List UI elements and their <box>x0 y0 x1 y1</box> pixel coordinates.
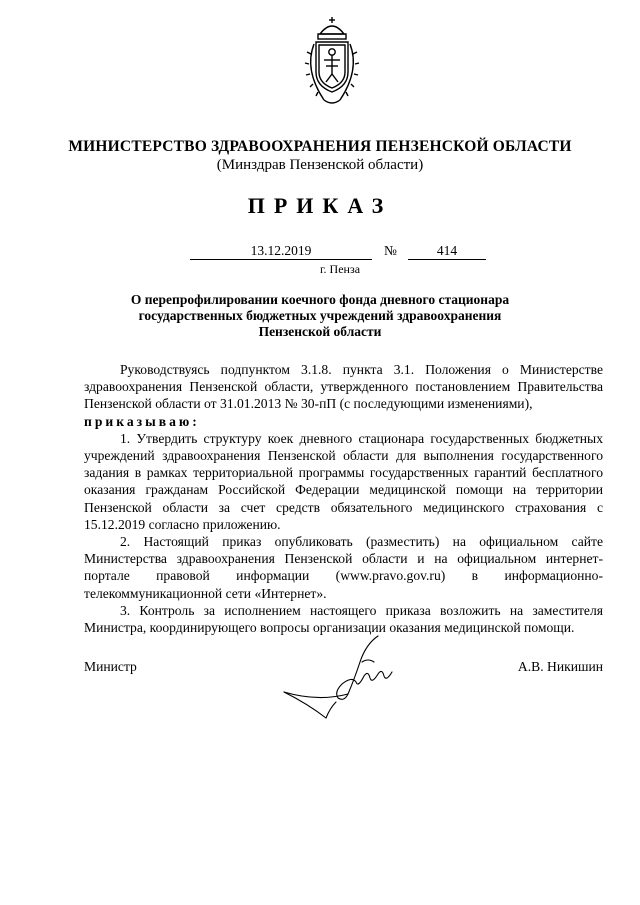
order-item: 2. Настоящий приказ опубликовать (разместить) на официальном сайте Министерства здравоохранения Пензенской области и на официальном интернет-портале правовой информации (www.pravo.gov.ru) в информационно-телекоммуникационной сети «Интернет». <box>84 534 603 601</box>
signer-name: А.В. Никишин <box>517 659 603 674</box>
city-label: г. Пенза <box>319 262 361 276</box>
signature-icon <box>278 632 402 722</box>
ministry-name: МИНИСТЕРСТВО ЗДРАВООХРАНЕНИЯ ПЕНЗЕНСКОЙ ОБЛАСТИ <box>68 138 572 155</box>
signer-title: Министр <box>84 659 137 674</box>
subject-line: О перепрофилировании коечного фонда дневного стационара <box>130 292 510 307</box>
subject-line: государственных бюджетных учреждений здравоохранения <box>138 308 502 323</box>
order-number: 414 <box>408 243 486 260</box>
coat-of-arms-icon <box>300 14 364 110</box>
order-item: 3. Контроль за исполнением настоящего приказа возложить на заместителя Министра, координирующего вопросы организации оказания медицинской помощи. <box>84 602 603 636</box>
document-type-title: ПРИКАЗ <box>247 193 393 218</box>
ministry-short-name: (Минздрав Пензенской области) <box>216 157 424 173</box>
order-date: 13.12.2019 <box>190 243 372 260</box>
order-subject <box>90 292 550 340</box>
order-directive-word: приказываю: <box>84 413 200 429</box>
preamble-paragraph: Руководствуясь подпунктом 3.1.8. пункта 3.1. Положения о Министерстве здравоохранения Пензенской области, утвержденного постановлением Правительства Пензенской области от 31.01.2013 № 30-пП (с последующими изменениями), <box>84 362 603 412</box>
order-item: 1. Утвердить структуру коек дневного стационара государственных бюджетных учреждений здравоохранения Пензенской области для выполнения государственного задания в рамках территориальной программы государственных гарантий бесплатного оказания гражданам Российской Федерации медицинской помощи на территории Пензенской области за счет средств обязательного медицинского страхования с 15.12.2019 согласно приложению. <box>84 430 603 532</box>
number-sign: № <box>384 243 397 258</box>
order-body <box>84 361 603 636</box>
subject-line: Пензенской области <box>258 324 382 339</box>
